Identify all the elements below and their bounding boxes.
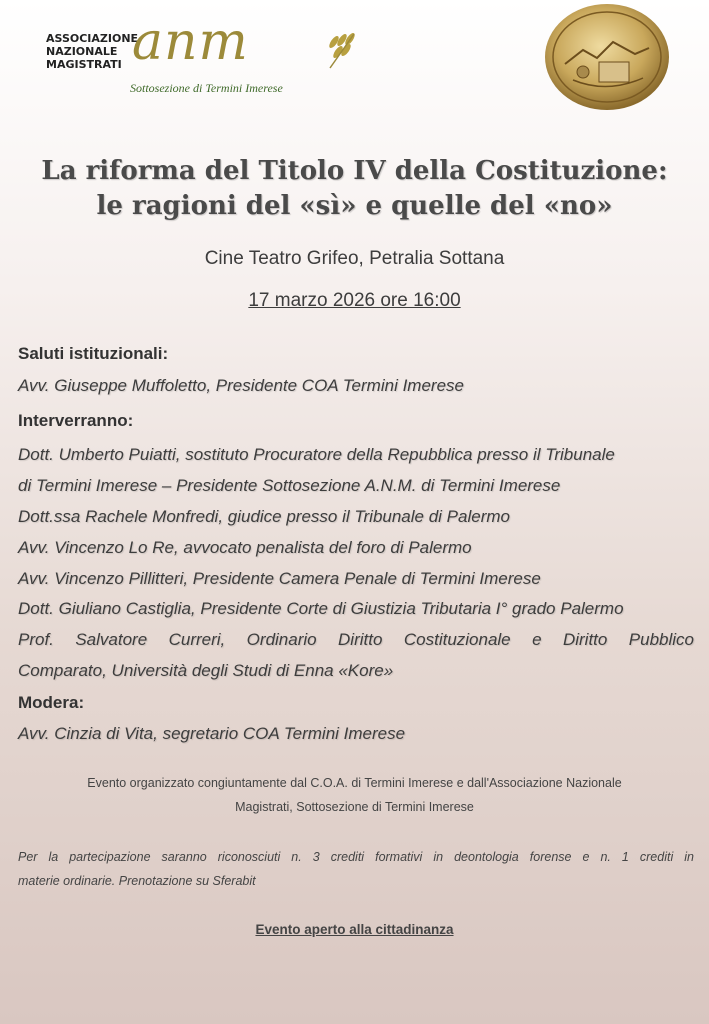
organizer-note-line2: Magistrati, Sottosezione di Termini Imerese	[235, 800, 474, 814]
event-title-line1: La riforma del Titolo IV della Costituzione:	[41, 156, 668, 186]
speaker-line: Comparato, Università degli Studi di Enna «Kore»	[18, 661, 394, 680]
assoc-line: NAZIONALE	[46, 45, 118, 58]
speaker-line: di Termini Imerese – Presidente Sottosezione A.N.M. di Termini Imerese	[18, 476, 561, 495]
moderator-heading	[18, 693, 694, 713]
credits-note-line2: materie ordinarie. Prenotazione su Sferabit	[18, 874, 256, 888]
open-event-notice: Evento aperto alla cittadinanza	[255, 922, 454, 937]
speaker-line: Dott. Umberto Puiatti, sostituto Procuratore della Repubblica presso il Tribunale	[18, 445, 615, 464]
section-subtitle: Sottosezione di Termini Imerese	[130, 81, 283, 95]
speakers-heading	[18, 411, 694, 431]
speaker-line: Prof. Salvatore Curreri, Ordinario Diritto Costituzionale e Diritto Pubblico	[18, 630, 694, 649]
speaker-line: Dott. Giuliano Castiglia, Presidente Corte di Giustizia Tributaria I° grado Palermo	[18, 599, 624, 618]
greetings-heading-label: Saluti istituzionali	[18, 344, 163, 363]
greetings-heading	[18, 344, 694, 364]
organizer-note-line1: Evento organizzato congiuntamente dal C.O.A. di Termini Imerese e dall'Associazione Nazionale	[87, 776, 622, 790]
speakers-heading-label: Interverranno	[18, 411, 128, 430]
heading-colon: :	[127, 411, 134, 430]
heading-colon: :	[162, 344, 169, 363]
association-name	[46, 32, 138, 71]
wheat-icon	[326, 30, 362, 70]
event-title-line2: le ragioni del «sì» e quelle del «no»	[96, 191, 613, 221]
speaker-line: Dott.ssa Rachele Monfredi, giudice presso il Tribunale di Palermo	[18, 507, 510, 526]
heading-colon: :	[78, 693, 85, 712]
moderator-heading-label: Modera	[18, 693, 79, 712]
event-date: 17 marzo 2026 ore 16:00	[248, 290, 461, 311]
speaker-line: Avv. Vincenzo Pillitteri, Presidente Camera Penale di Termini Imerese	[18, 569, 541, 588]
event-venue: Cine Teatro Grifeo, Petralia Sottana	[204, 248, 505, 269]
credits-note-line1: Per la partecipazione saranno riconosciuti n. 3 crediti formativi in deontologia forense e n. 1 crediti in	[18, 850, 694, 864]
assoc-line: ASSOCIAZIONE	[46, 32, 139, 45]
greetings-speaker: Avv. Giuseppe Muffoletto, Presidente COA Termini Imerese	[18, 376, 464, 395]
speaker-line: Avv. Vincenzo Lo Re, avvocato penalista del foro di Palermo	[18, 538, 472, 557]
anm-logo	[46, 12, 366, 98]
assoc-line: MAGISTRATI	[46, 58, 122, 71]
medal-seal-icon	[543, 2, 671, 112]
anm-wordmark: anm	[132, 12, 249, 72]
moderator-name: Avv. Cinzia di Vita, segretario COA Termini Imerese	[18, 724, 406, 743]
